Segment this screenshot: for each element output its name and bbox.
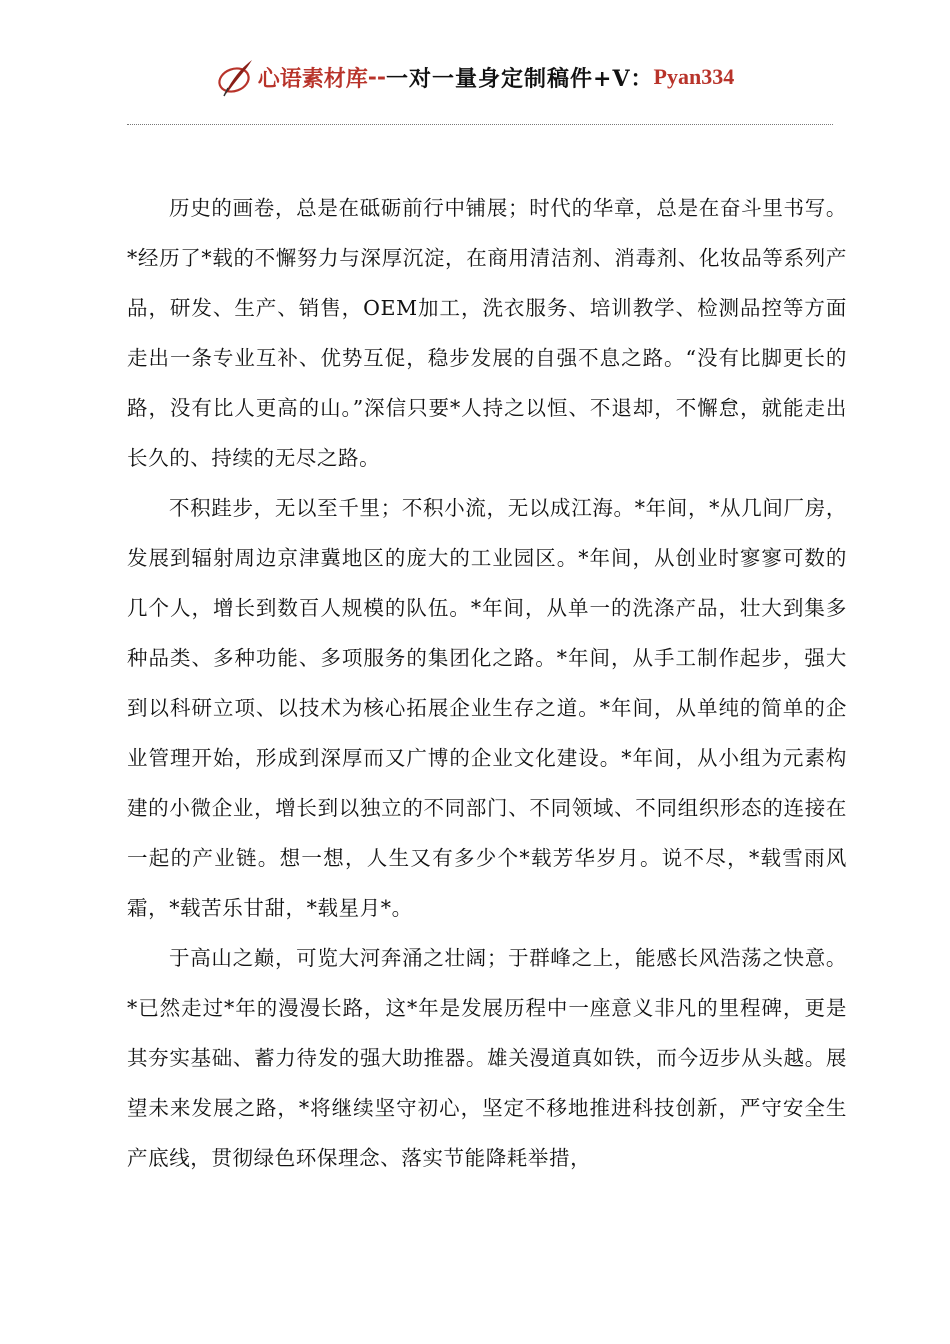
header-divider	[127, 124, 833, 125]
header-separator: --	[367, 64, 387, 90]
header-contact-id: Pyan334	[653, 64, 735, 89]
paragraph-3: 于高山之巅，可览大河奔涌之壮阔；于群峰之上，能感长风浩荡之快意。*已然走过*年的漫漫长路，这*年是发展历程中一座意义非凡的里程碑，更是其夯实基础、蓄力待发的强大助推器。雄关漫道真如铁，而今迈步从头越。展望未来发展之路，*将继续坚守初心，坚定不移地推进科技创新，严守安全生产底线，贯彻绿色环保理念、落实节能降耗举措，	[127, 946, 847, 1170]
quill-pen-logo-icon	[216, 56, 256, 98]
brand-name: 心语素材库	[257, 65, 368, 92]
header-slogan: 一对一量身定制稿件+V：	[386, 65, 654, 92]
page-header	[0, 56, 950, 106]
document-body	[127, 183, 847, 1183]
paragraph-2: 不积跬步，无以至千里；不积小流，无以成江海。*年间，*从几间厂房，发展到辐射周边京津冀地区的庞大的工业园区。*年间，从创业时寥寥可数的几个人，增长到数百人规模的队伍。*年间，从单一的洗涤产品，壮大到集多种品类、多种功能、多项服务的集团化之路。*年间，从手工制作起步，强大到以科研立项、以技术为核心拓展企业生存之道。*年间，从单纯的简单的企业管理开始，形成到深厚而又广博的企业文化建设。*年间，从小组为元素构建的小微企业，增长到以独立的不同部门、不同领域、不同组织形态的连接在一起的产业链。想一想，人生又有多少个*载芳华岁月。说不尽，*载雪雨风霜，*载苦乐甘甜，*载星月*。	[127, 496, 847, 920]
paragraph-1: 历史的画卷，总是在砥砺前行中铺展；时代的华章，总是在奋斗里书写。*经历了*载的不懈努力与深厚沉淀，在商用清洁剂、消毒剂、化妆品等系列产品，研发、生产、销售，OEM加工，洗衣服务、培训教学、检测品控等方面走出一条专业互补、优势互促，稳步发展的自强不息之路。“没有比脚更长的路，没有比人更高的山。”深信只要*人持之以恒、不退却，不懈怠，就能走出长久的、持续的无尽之路。	[127, 196, 847, 470]
